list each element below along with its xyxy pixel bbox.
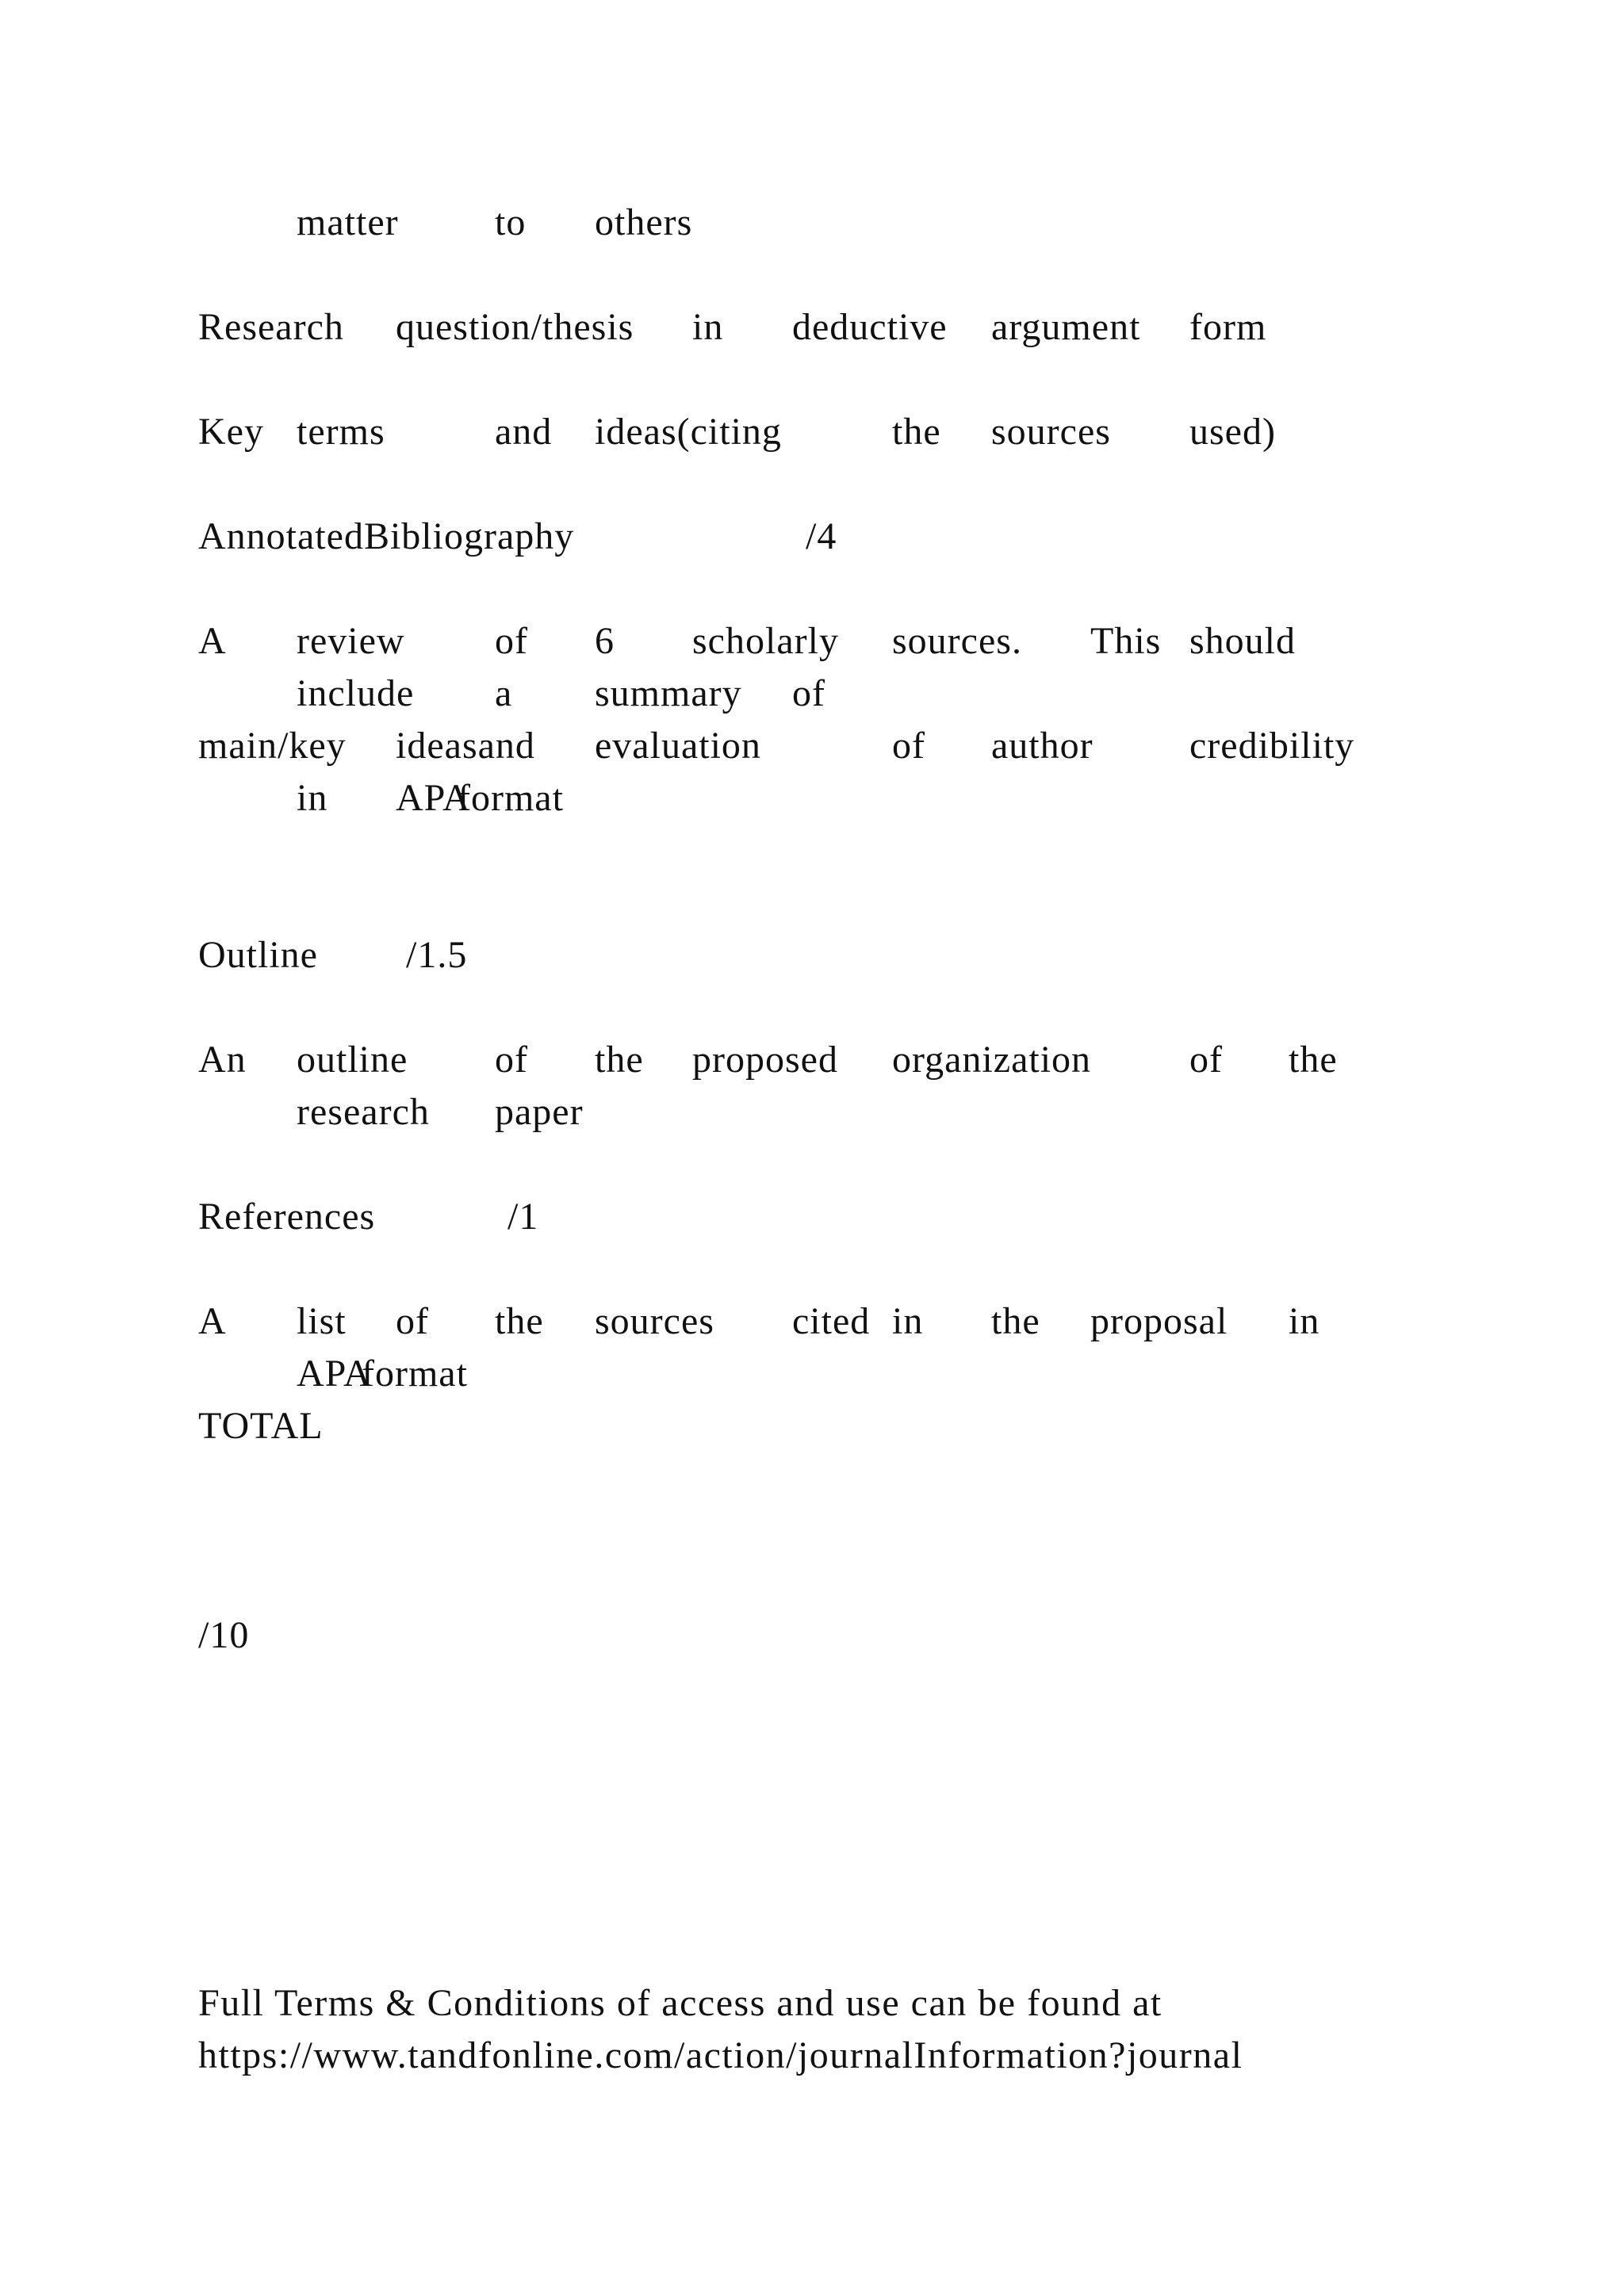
word: in: [297, 777, 328, 819]
word: and: [495, 411, 553, 453]
word: Outline: [198, 934, 318, 976]
word: References: [198, 1196, 376, 1238]
word: 6: [595, 620, 615, 662]
word: format: [362, 1353, 468, 1395]
word: ideasand: [396, 725, 535, 767]
word: in: [1289, 1300, 1320, 1342]
word: in: [892, 1300, 924, 1342]
word: author: [991, 725, 1094, 767]
word: /4: [806, 515, 837, 557]
word: APA: [396, 777, 471, 819]
word: list: [297, 1300, 347, 1342]
word: format: [458, 777, 564, 819]
word: organization: [892, 1039, 1092, 1081]
word: form: [1189, 306, 1267, 348]
footer-journal-link[interactable]: https://www.tandfonline.com/action/journalInformation?journal: [198, 2034, 1243, 2076]
word: in: [692, 306, 724, 348]
word: sources: [595, 1300, 714, 1342]
word: to: [495, 201, 527, 243]
word: of: [892, 725, 925, 767]
word: Research: [198, 306, 344, 348]
word: APA: [297, 1353, 372, 1395]
word: should: [1189, 620, 1297, 662]
word: paper: [495, 1091, 584, 1133]
word: summary: [595, 672, 742, 714]
word: /1: [508, 1196, 539, 1238]
word: used): [1189, 411, 1276, 453]
word: sources.: [892, 620, 1022, 662]
word: terms: [297, 411, 385, 453]
word: of: [1189, 1039, 1223, 1081]
word: deductive: [792, 306, 948, 348]
word: sources: [991, 411, 1111, 453]
word: of: [495, 620, 528, 662]
word: the: [1289, 1039, 1338, 1081]
word: /1.5: [406, 934, 468, 976]
word: a: [495, 672, 513, 714]
word: research: [297, 1091, 430, 1133]
word: credibility: [1189, 725, 1355, 767]
word: argument: [991, 306, 1141, 348]
word: matter: [297, 201, 399, 243]
word: the: [991, 1300, 1040, 1342]
word: review: [297, 620, 405, 662]
word: proposed: [692, 1039, 838, 1081]
word: proposal: [1090, 1300, 1228, 1342]
word: outline: [297, 1039, 408, 1081]
word: AnnotatedBibliography: [198, 515, 575, 557]
word: A: [198, 1300, 227, 1342]
word: of: [792, 672, 825, 714]
word: question/thesis: [396, 306, 634, 348]
word: This: [1090, 620, 1162, 662]
word: others: [595, 201, 693, 243]
footer-terms-text: Full Terms & Conditions of access and use can be found at: [198, 1982, 1162, 2024]
word: An: [198, 1039, 247, 1081]
word: cited: [792, 1300, 871, 1342]
word: the: [495, 1300, 544, 1342]
word: Key: [198, 411, 264, 453]
word: of: [495, 1039, 528, 1081]
word: of: [396, 1300, 429, 1342]
word: the: [595, 1039, 644, 1081]
word: the: [892, 411, 941, 453]
word: ideas(citing: [595, 411, 782, 453]
word: A: [198, 620, 227, 662]
word: include: [297, 672, 415, 714]
word: scholarly: [692, 620, 839, 662]
word: evaluation: [595, 725, 761, 767]
word: main/key: [198, 725, 347, 767]
word: /10: [198, 1614, 250, 1656]
word: TOTAL: [198, 1405, 324, 1447]
